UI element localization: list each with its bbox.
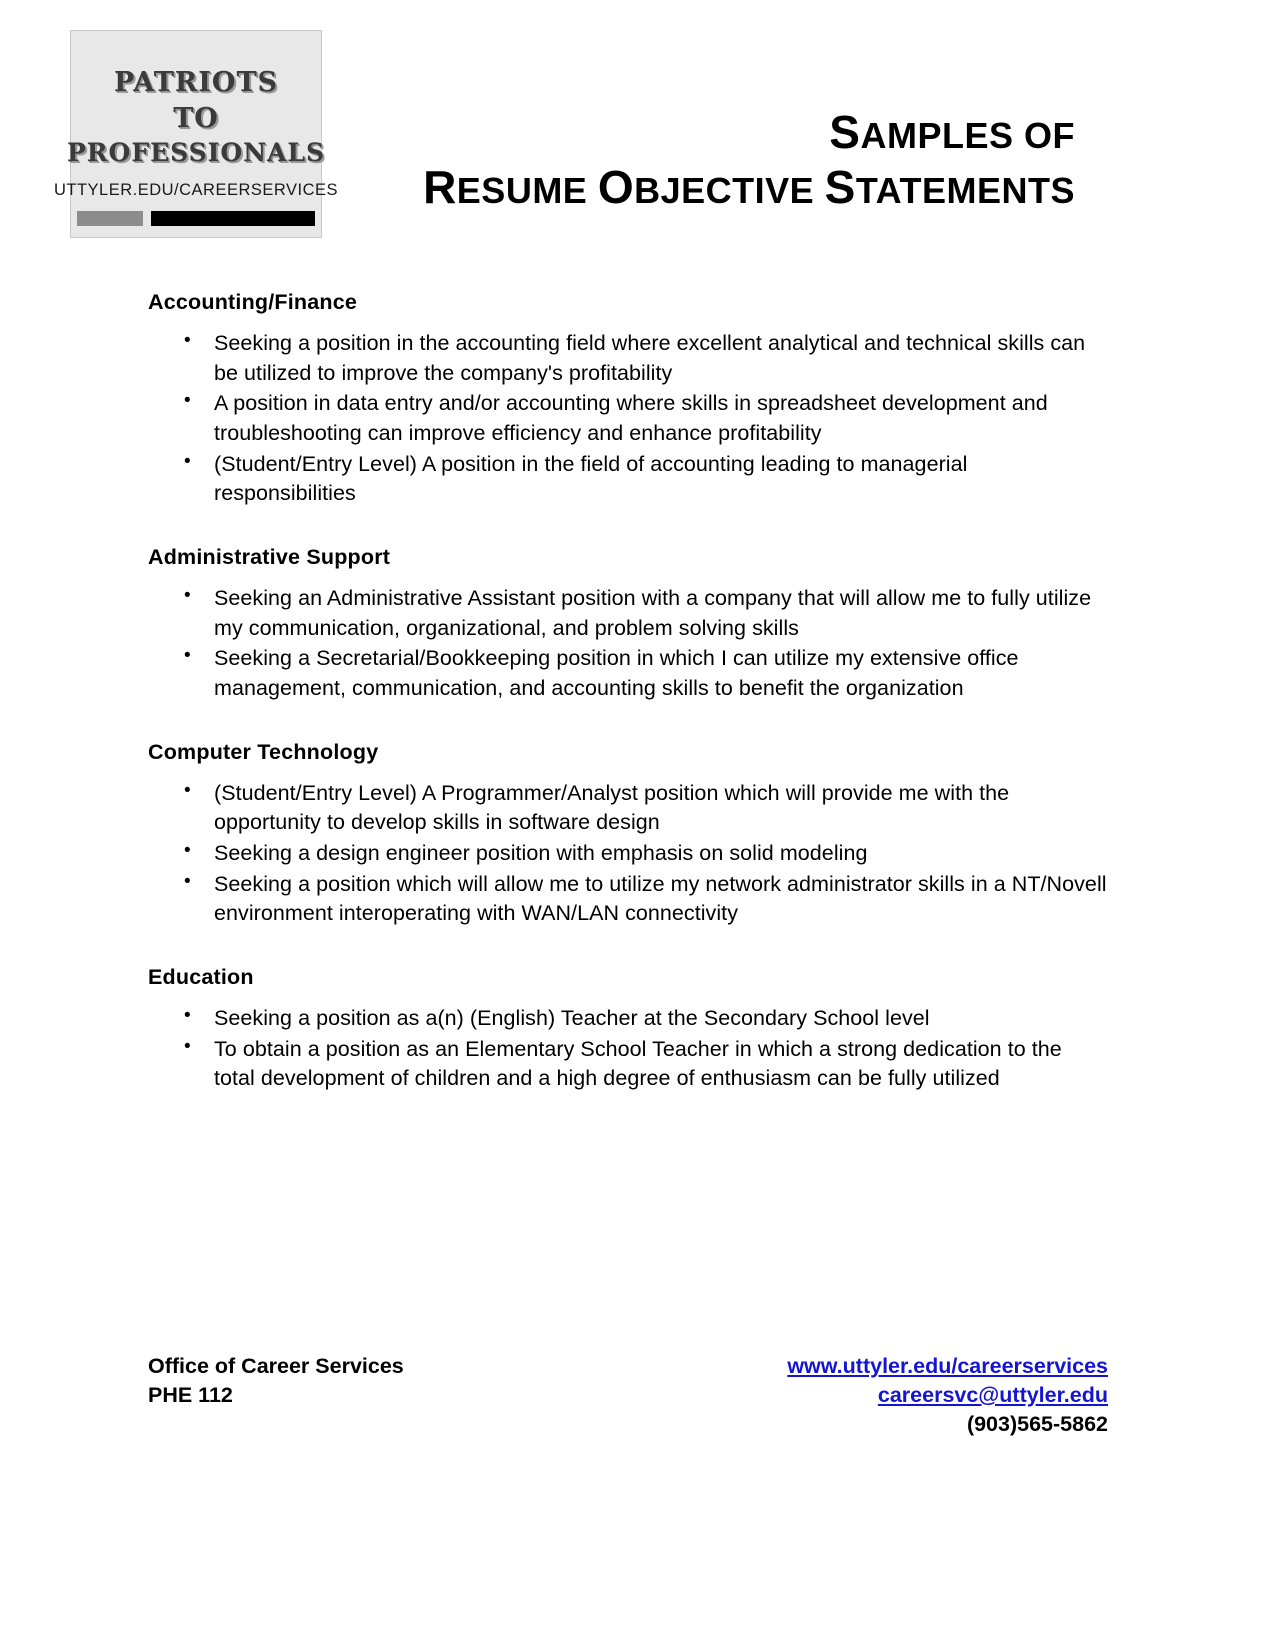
section-heading-education: Education xyxy=(148,964,254,989)
document-body xyxy=(148,290,1108,1130)
title-line-2-cap-o: O xyxy=(597,160,635,213)
footer-phone-number: (903)565-5862 xyxy=(966,1412,1108,1437)
logo-bar-grey xyxy=(77,211,143,226)
bullet-list-administrative-support xyxy=(148,584,1108,704)
bullet-list-computer-technology xyxy=(148,779,1108,929)
list-item: • (Student/Entry Level) A position in the field of accounting leading to managerial responsibilities xyxy=(148,450,1108,509)
title-line-2 xyxy=(275,160,1075,213)
list-item: • Seeking a position which will allow me to utilize my network administrator skills in a NT/Novell environment interoperating with WAN/LAN connectivity xyxy=(148,870,1108,929)
logo-line-1: PATRIOTS xyxy=(113,67,279,98)
document-header xyxy=(0,20,1275,250)
section-administrative-support xyxy=(148,545,1108,704)
logo-bar-black xyxy=(151,211,315,226)
section-heading-accounting-finance: Accounting/Finance xyxy=(148,290,358,314)
logo-bars-decoration xyxy=(77,211,315,226)
title-line-2-rest-esume: ESUME xyxy=(456,169,598,211)
logo-url: UTTYLER.EDU/CAREERSERVICES xyxy=(53,181,339,200)
list-item: • To obtain a position as an Elementary School Teacher in which a strong dedication to the total development of children and a high degree of enthusiasm can be fully utilized xyxy=(148,1035,1108,1094)
section-heading-computer-technology: Computer Technology xyxy=(148,739,379,764)
title-line-1 xyxy=(275,108,1075,157)
title-line-1-rest: AMPLES OF xyxy=(860,115,1075,156)
title-line-2-rest-bjective: BJECTIVE xyxy=(634,169,825,211)
logo-line-2: TO xyxy=(173,102,219,134)
bullet-list-accounting-finance xyxy=(148,329,1108,509)
bullet-list-education xyxy=(148,1004,1108,1094)
list-item: • (Student/Entry Level) A Programmer/Analyst position which will provide me with the opportunity to develop skills in software design xyxy=(148,779,1108,838)
footer-room-number: PHE 112 xyxy=(148,1383,233,1408)
list-item: • Seeking a design engineer position with emphasis on solid modeling xyxy=(148,839,1108,869)
list-item: • Seeking a position as a(n) (English) Teacher at the Secondary School level xyxy=(148,1004,1108,1034)
section-accounting-finance xyxy=(148,290,1108,509)
list-item: • Seeking a Secretarial/Bookkeeping position in which I can utilize my extensive office management, communication, and accounting skills to benefit the organization xyxy=(148,644,1108,703)
footer-website-link[interactable]: www.uttyler.edu/careerservices xyxy=(787,1354,1108,1378)
footer-office-info xyxy=(148,1352,404,1410)
footer-contact-info xyxy=(787,1352,1108,1439)
section-heading-administrative-support: Administrative Support xyxy=(148,544,391,569)
logo-bar-gap xyxy=(143,211,151,226)
title-line-2-cap-s: S xyxy=(824,160,856,213)
list-item: • Seeking an Administrative Assistant position with a company that will allow me to fully utilize my communication, organizational, and problem solving skills xyxy=(148,584,1108,643)
list-item: • Seeking a position in the accounting field where excellent analytical and technical skills can be utilized to improve the company's profitability xyxy=(148,329,1108,388)
title-line-2-cap-r: R xyxy=(423,160,457,213)
footer-office-name: Office of Career Services xyxy=(148,1354,404,1378)
footer-email-link[interactable]: careersvc@uttyler.edu xyxy=(877,1383,1108,1408)
document-footer xyxy=(148,1352,1108,1439)
title-line-1-cap: S xyxy=(829,106,861,158)
section-education xyxy=(148,965,1108,1094)
logo-line-3: PROFESSIONALS xyxy=(66,138,326,168)
title-line-2-rest-tatements: TATEMENTS xyxy=(855,169,1075,211)
list-item: • A position in data entry and/or accounting where skills in spreadsheet development and troubleshooting can improve efficiency and enhance profitability xyxy=(148,389,1108,448)
page-title xyxy=(275,108,1075,212)
section-computer-technology xyxy=(148,740,1108,929)
